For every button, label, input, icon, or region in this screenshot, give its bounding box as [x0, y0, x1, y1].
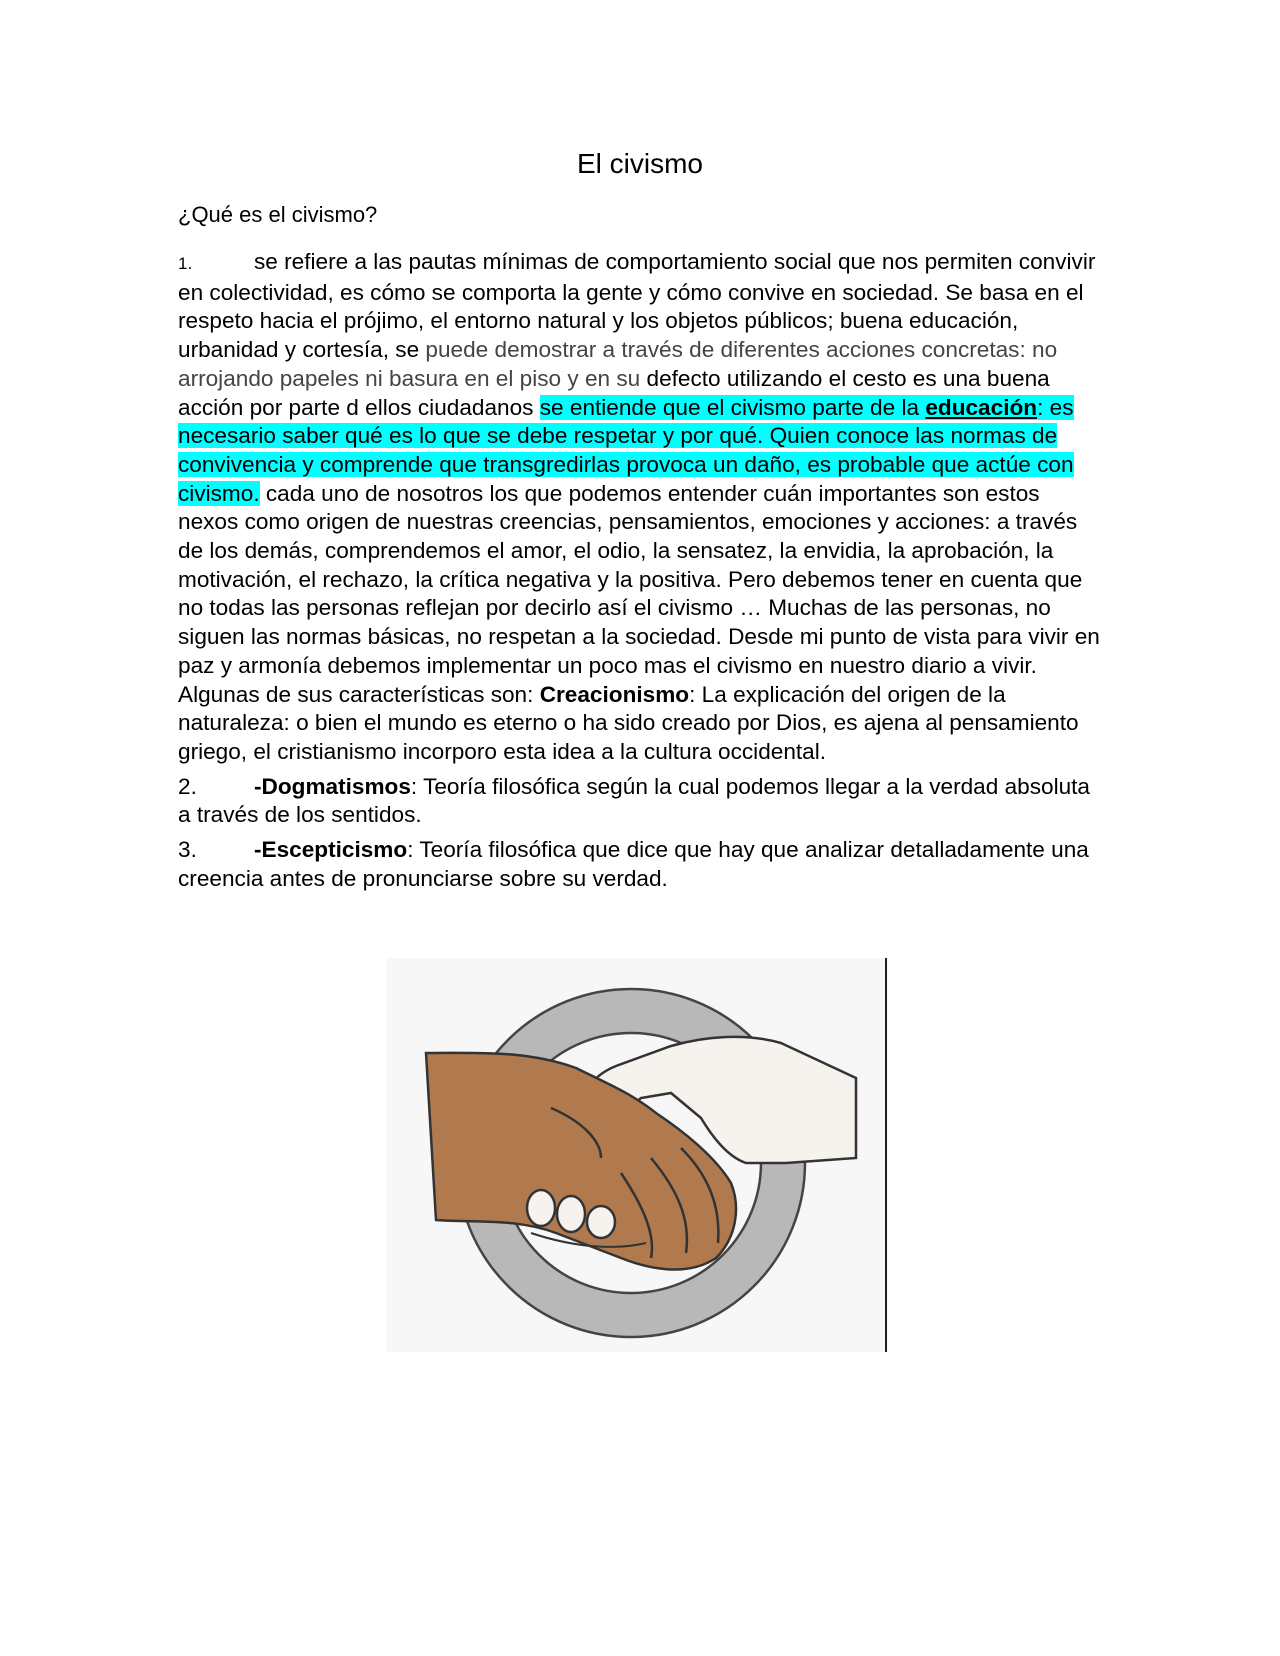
highlighted-text: se entiende que el civismo parte de la — [539, 394, 926, 420]
list-item-3 — [178, 836, 1102, 893]
term-definition: : La explicación del origen de la naturaleza: o bien el mundo es eterno o ha sido creado por Dios, es ajena al pensamiento griego, el cristianismo incorporo esta idea a la cultura occidental. — [178, 681, 1079, 764]
list-number: 1. — [178, 254, 193, 273]
section-question: ¿Qué es el civismo? — [178, 202, 378, 227]
light-finger-tip — [527, 1190, 555, 1226]
list-item-1 — [178, 248, 1102, 767]
list-item-2 — [178, 773, 1102, 830]
highlighted-text: : es necesario saber qué es lo que se debe respetar y por qué. Quien conoce las normas de convivencia y comprende que transgredirlas provoca un daño, es probable que actúe con civismo. — [178, 394, 1074, 506]
list-number: 3. — [178, 837, 197, 863]
bold-term: -Dogmatismos — [254, 773, 411, 799]
light-finger-tip — [557, 1196, 585, 1232]
term-definition: : Teoría filosófica que dice que hay que analizar detalladamente una creencia antes de pronunciarse sobre su verdad. — [178, 837, 1089, 891]
bold-term: -Escepticismo — [254, 837, 408, 863]
paragraph-text: se refiere a las pautas mínimas de comportamiento social que nos permiten convivir en colectividad, es cómo se comporta la gente y cómo convive en sociedad. Se basa en el respeto hacia el prójimo, el entorno natural y los objetos públicos; buena educación, urbanidad y cortesía, se — [178, 249, 1096, 363]
page-title: El civismo — [576, 148, 703, 179]
bold-term: Creacionismo — [539, 681, 690, 707]
list-number: 2. — [178, 773, 197, 799]
paragraph-text-grey: puede demostrar a través de diferentes acciones concretas: no arrojando papeles ni basura en el piso y en su — [178, 337, 1058, 391]
handshake-illustration — [386, 958, 888, 1352]
light-finger-tip — [587, 1206, 615, 1238]
highlighted-bold-term: educación — [925, 394, 1038, 420]
term-definition: : Teoría filosófica según la cual podemos llegar a la verdad absoluta a través de los sentidos. — [178, 773, 1090, 828]
paragraph-text: defecto utilizando el cesto es una buena acción por parte d ellos ciudadanos — [178, 365, 1050, 420]
handshake-icon — [386, 958, 888, 1352]
document-body — [178, 248, 1102, 893]
paragraph-text: cada uno de nosotros los que podemos entender cuán importantes son estos nexos como origen de nuestras creencias, pensamientos, emociones y acciones: a través de los demás, comprendemos el amor, el odio, la sensatez, la envidia, la aprobación, la motivación, el rechazo, la crítica negativa y la positiva. Pero debemos tener en cuenta que no todas las personas reflejan por decirlo así el civismo … Muchas de las personas, no siguen las normas básicas, no respetan a la sociedad. Desde mi punto de vista para vivir en paz y armonía debemos implementar un poco mas el civismo en nuestro diario a vivir. Algunas de sus características son: — [178, 480, 1100, 707]
